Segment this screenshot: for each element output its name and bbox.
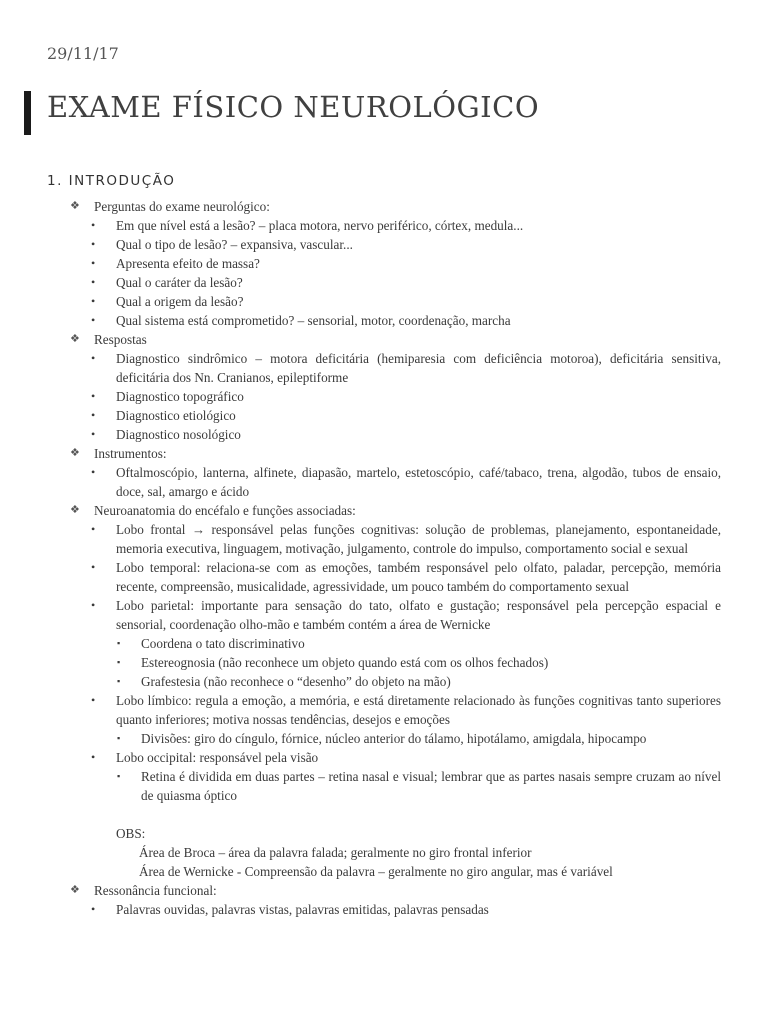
page-title: EXAME FÍSICO NEUROLÓGICO <box>47 90 540 124</box>
parietal-sub-item: Estereognosia (não reconhece um objeto quando está com os olhos fechados) <box>141 655 549 670</box>
bullet-icon: • <box>91 598 96 612</box>
list-item-ressonancia <box>0 881 768 900</box>
sub-list-item <box>0 672 768 691</box>
bullet-icon: • <box>91 750 96 764</box>
respostas-item: Diagnostico etiológico <box>116 408 236 423</box>
square-bullet-icon: ▪ <box>117 733 121 743</box>
list-item-respostas <box>0 330 768 349</box>
sub-list-item <box>0 767 768 805</box>
perguntas-item: Qual o caráter da lesão? <box>116 275 243 290</box>
bullet-icon: • <box>91 294 96 308</box>
neuroanatomia-label: Neuroanatomia do encéfalo e funções associadas: <box>94 503 356 518</box>
list-item-lobo-parietal <box>0 596 768 634</box>
respostas-item: Diagnostico sindrômico – motora deficitária (hemiparesia com deficiência motoroa), deficitária sensitiva, deficitária dos Nn. Cranianos, epileptiforme <box>116 351 721 385</box>
bullet-icon: • <box>91 237 96 251</box>
lobo-occipital-text: Lobo occipital: responsável pela visão <box>116 750 319 765</box>
list-item-perguntas <box>0 197 768 216</box>
diamond-bullet-icon: ❖ <box>70 333 80 345</box>
bullet-icon: • <box>91 256 96 270</box>
sub-list-item <box>0 729 768 748</box>
list-item-instrumentos <box>0 444 768 463</box>
section-heading: 1. INTRODUÇÃO <box>47 173 176 189</box>
list-item-neuroanatomia <box>0 501 768 520</box>
square-bullet-icon: ▪ <box>117 638 121 648</box>
list-item <box>0 900 768 919</box>
sub-list-item <box>0 634 768 653</box>
obs-line: Área de Wernicke - Compreensão da palavra – geralmente no giro angular, mas é variável <box>139 864 613 879</box>
lobo-parietal-text: Lobo parietal: importante para sensação do tato, olfato e gustação; responsável pela percepção espacial e sensorial, coordenação olho-mão e também contém a área de Wernicke <box>116 598 721 632</box>
perguntas-label: Perguntas do exame neurológico: <box>94 199 270 214</box>
bullet-icon: • <box>91 408 96 422</box>
bullet-icon: • <box>91 351 96 365</box>
list-item-lobo-frontal <box>0 520 768 558</box>
diamond-bullet-icon: ❖ <box>70 200 80 212</box>
diamond-bullet-icon: ❖ <box>70 447 80 459</box>
ressonancia-label: Ressonância funcional: <box>94 883 217 898</box>
perguntas-item: Em que nível está a lesão? – placa motora, nervo periférico, córtex, medula... <box>116 218 524 233</box>
bullet-icon: • <box>91 693 96 707</box>
perguntas-item: Qual a origem da lesão? <box>116 294 244 309</box>
perguntas-item: Qual o tipo de lesão? – expansiva, vascular... <box>116 237 353 252</box>
bullet-icon: • <box>91 465 96 479</box>
bullet-icon: • <box>91 560 96 574</box>
parietal-sub-item: Grafestesia (não reconhece o “desenho” do objeto na mão) <box>141 674 451 689</box>
bullet-icon: • <box>91 313 96 327</box>
list-item <box>0 349 768 387</box>
list-item <box>0 406 768 425</box>
bullet-icon: • <box>91 522 96 536</box>
respostas-item: Diagnostico topográfico <box>116 389 244 404</box>
perguntas-item: Qual sistema está comprometido? – sensorial, motor, coordenação, marcha <box>116 313 511 328</box>
diamond-bullet-icon: ❖ <box>70 504 80 516</box>
bullet-icon: • <box>91 218 96 232</box>
occipital-sub-item: Retina é dividida em duas partes – retina nasal e visual; lembrar que as partes nasais sempre cruzam ao nível de quiasma óptico <box>141 769 721 803</box>
list-item-lobo-temporal <box>0 558 768 596</box>
list-item-lobo-occipital <box>0 748 768 767</box>
limbico-sub-item: Divisões: giro do cíngulo, fórnice, núcleo anterior do tálamo, hipotálamo, amigdala, hipocampo <box>141 731 647 746</box>
bullet-icon: • <box>91 389 96 403</box>
instrumentos-item: Oftalmoscópio, lanterna, alfinete, diapasão, martelo, estetoscópio, café/tabaco, trena, algodão, tubos de ensaio, doce, sal, amargo e ácido <box>116 465 721 499</box>
diamond-bullet-icon: ❖ <box>70 884 80 896</box>
list-item <box>0 387 768 406</box>
instrumentos-label: Instrumentos: <box>94 446 167 461</box>
obs-label: OBS: <box>116 826 146 841</box>
ressonancia-item: Palavras ouvidas, palavras vistas, palavras emitidas, palavras pensadas <box>116 902 489 917</box>
square-bullet-icon: ▪ <box>117 771 121 781</box>
bullet-icon: • <box>91 902 96 916</box>
list-item-lobo-limbico <box>0 691 768 729</box>
list-item <box>0 311 768 330</box>
respostas-label: Respostas <box>94 332 147 347</box>
respostas-item: Diagnostico nosológico <box>116 427 241 442</box>
bullet-icon: • <box>91 427 96 441</box>
list-item <box>0 254 768 273</box>
list-item <box>0 425 768 444</box>
sub-list-item <box>0 653 768 672</box>
title-accent-bar <box>24 91 31 135</box>
square-bullet-icon: ▪ <box>117 657 121 667</box>
date-text: 29/11/17 <box>47 44 119 63</box>
parietal-sub-item: Coordena o tato discriminativo <box>141 636 305 651</box>
lobo-limbico-text: Lobo límbico: regula a emoção, a memória, e está diretamente relacionado às funções cognitivas tanto superiores quanto inferiores; motiva nossas tendências, desejos e emoções <box>116 693 721 727</box>
lobo-frontal-text: Lobo frontal → responsável pelas funções cognitivas: solução de problemas, planejamento, espontaneidade, memoria executiva, linguagem, motivação, julgamento, controle do impulso, comportamento social e sexual <box>116 522 721 556</box>
document-body <box>0 197 768 919</box>
list-item <box>0 216 768 235</box>
list-item <box>0 463 768 501</box>
lobo-temporal-text: Lobo temporal: relaciona-se com as emoções, também responsável pelo olfato, paladar, percepção, memória recente, compreensão, musicalidade, agressividade, um pouco também do comportamento sexual <box>116 560 721 594</box>
list-item <box>0 292 768 311</box>
list-item <box>0 273 768 292</box>
square-bullet-icon: ▪ <box>117 676 121 686</box>
obs-line: Área de Broca – área da palavra falada; geralmente no giro frontal inferior <box>139 845 532 860</box>
perguntas-item: Apresenta efeito de massa? <box>116 256 260 271</box>
bullet-icon: • <box>91 275 96 289</box>
list-item <box>0 235 768 254</box>
